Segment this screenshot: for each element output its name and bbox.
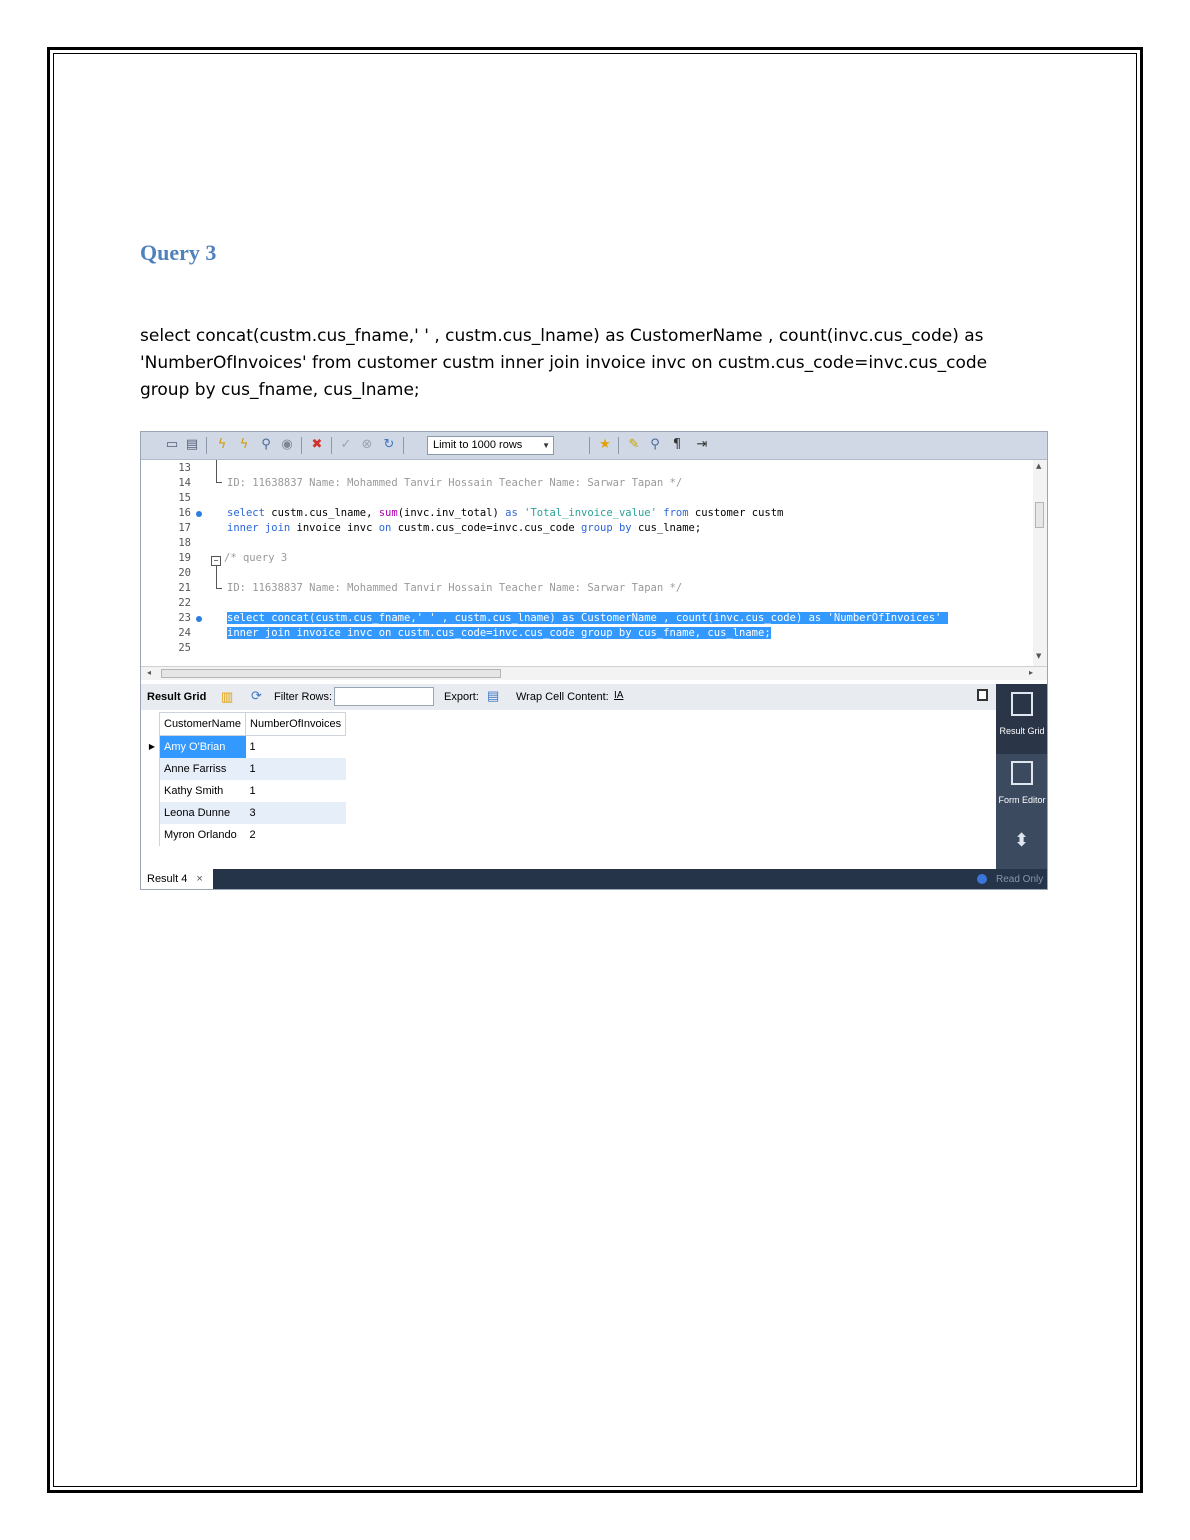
fold-guide bbox=[216, 482, 222, 483]
line-number: 13 bbox=[178, 462, 191, 474]
word-wrap-icon[interactable]: ⇥ bbox=[696, 437, 708, 452]
error-toggle-icon[interactable]: ✖ bbox=[311, 437, 323, 452]
code-token: 'Total_invoice_value' bbox=[524, 507, 657, 519]
code-token: as bbox=[505, 507, 518, 519]
find-icon[interactable]: ⚲ bbox=[650, 437, 660, 452]
limit-rows-value: Limit to 1000 rows bbox=[433, 439, 523, 451]
rollback-icon[interactable]: ⊗ bbox=[361, 437, 373, 452]
scroll-thumb[interactable] bbox=[161, 669, 501, 678]
line-number: 25 bbox=[178, 642, 191, 654]
toolbar-separator bbox=[331, 437, 332, 454]
line-number: 20 bbox=[178, 567, 191, 579]
limit-rows-select[interactable] bbox=[427, 436, 554, 455]
fold-toggle-icon[interactable]: − bbox=[211, 556, 221, 566]
table-row[interactable] bbox=[145, 824, 346, 846]
wrap-cell-label: Wrap Cell Content: bbox=[516, 691, 609, 703]
commit-icon[interactable]: ✓ bbox=[340, 437, 352, 452]
selected-code: select concat(custm.cus_fname,' ' , custm.cus_lname) as CustomerName , count(invc.cus_code) as 'NumberOfInvoices' bbox=[227, 612, 948, 624]
line-number: 14 bbox=[178, 477, 191, 489]
code-token: cus_lname; bbox=[631, 522, 702, 534]
table-row[interactable] bbox=[145, 802, 346, 824]
code-token: group by bbox=[581, 522, 632, 534]
result-side-panel bbox=[996, 684, 1048, 890]
sql-editor[interactable] bbox=[141, 460, 1047, 666]
save-icon[interactable]: ▤ bbox=[185, 437, 199, 452]
line-number: 15 bbox=[178, 492, 191, 504]
line-number: 18 bbox=[178, 537, 191, 549]
beautify-icon[interactable]: ✎ bbox=[628, 437, 640, 452]
code-token: custm.cus_lname, bbox=[264, 507, 379, 519]
form-editor-side-label: Form Editor bbox=[998, 795, 1046, 805]
expand-collapse-icon[interactable]: ⬍ bbox=[1014, 830, 1030, 851]
filter-rows-label: Filter Rows: bbox=[274, 691, 333, 703]
scroll-up-icon[interactable]: ▲ bbox=[1036, 462, 1042, 470]
current-row-icon: ▶ bbox=[145, 736, 160, 759]
fold-guide bbox=[216, 460, 217, 482]
editor-horizontal-scrollbar[interactable] bbox=[141, 666, 1047, 680]
result-grid-icon bbox=[1011, 692, 1033, 716]
row-gutter bbox=[145, 780, 160, 802]
query-paragraph: select concat(custm.cus_fname,' ' , custm.cus_lname) as CustomerName , count(invc.cus_code) as 'NumberOfInvoices' from customer custm inner join invoice invc on custm.cus_code=invc.cus_code group by cus_fname, cus_lname; bbox=[140, 326, 988, 400]
fold-guide bbox=[216, 588, 222, 589]
code-token: sum bbox=[378, 507, 398, 519]
toolbar-separator bbox=[403, 437, 404, 454]
result-tab-label: Result 4 bbox=[147, 873, 188, 885]
result-grid-side-button[interactable] bbox=[996, 684, 1048, 754]
statement-marker-icon bbox=[196, 511, 202, 517]
table-cell[interactable]: Kathy Smith bbox=[164, 785, 224, 797]
line-number: 16 bbox=[178, 507, 191, 519]
table-cell[interactable]: Myron Orlando bbox=[164, 829, 237, 841]
code-token: invoice invc bbox=[290, 522, 379, 534]
line-number: 22 bbox=[178, 597, 191, 609]
wrap-cell-icon[interactable]: IA bbox=[614, 690, 624, 701]
code-token: on bbox=[378, 522, 392, 534]
code-line-24 bbox=[227, 627, 771, 639]
table-row[interactable] bbox=[145, 736, 346, 759]
row-gutter bbox=[145, 758, 160, 780]
scroll-down-icon[interactable]: ▼ bbox=[1036, 652, 1042, 660]
table-row[interactable] bbox=[145, 780, 346, 802]
result-grid-side-label: Result Grid bbox=[999, 726, 1045, 736]
line-number: 23 bbox=[178, 612, 191, 624]
editor-vertical-scrollbar[interactable] bbox=[1033, 460, 1047, 666]
page-heading: Query 3 bbox=[140, 240, 217, 265]
code-line-23 bbox=[227, 612, 948, 624]
result-grid-tab[interactable]: Result Grid bbox=[147, 691, 207, 703]
explain-icon[interactable]: ⚲ bbox=[261, 437, 271, 452]
table-cell[interactable]: Leona Dunne bbox=[160, 802, 246, 824]
read-only-status bbox=[996, 869, 1048, 890]
table-cell[interactable]: 1 bbox=[246, 758, 346, 780]
autocommit-icon[interactable]: ↻ bbox=[383, 437, 395, 452]
code-token: (invc.inv_total) bbox=[397, 507, 506, 519]
line-number: 17 bbox=[178, 522, 191, 534]
editor-toolbar bbox=[141, 432, 1047, 460]
workbench-screenshot bbox=[140, 431, 1048, 890]
table-cell[interactable]: Anne Farriss bbox=[160, 758, 246, 780]
row-gutter bbox=[145, 802, 160, 824]
code-line-16 bbox=[227, 507, 783, 519]
code-line-14: ID: 11638837 Name: Mohammed Tanvir Hossain Teacher Name: Sarwar Tapan */ bbox=[227, 477, 683, 489]
code-token: from bbox=[663, 507, 689, 519]
table-cell[interactable]: 3 bbox=[246, 802, 346, 824]
table-cell[interactable]: 1 bbox=[249, 785, 256, 797]
code-token: custm.cus_code=invc.cus_code bbox=[391, 522, 582, 534]
form-editor-icon bbox=[1011, 761, 1033, 785]
result-grid bbox=[145, 712, 346, 846]
execute-icon[interactable]: ϟ bbox=[217, 437, 227, 452]
code-token: inner join bbox=[227, 522, 291, 534]
line-number: 21 bbox=[178, 582, 191, 594]
code-line-21: ID: 11638837 Name: Mohammed Tanvir Hossain Teacher Name: Sarwar Tapan */ bbox=[227, 582, 683, 594]
row-gutter-header bbox=[145, 713, 160, 736]
line-number: 24 bbox=[178, 627, 191, 639]
scroll-right-icon[interactable]: ▸ bbox=[1028, 668, 1033, 677]
table-cell[interactable]: 2 bbox=[249, 829, 256, 841]
code-token: select bbox=[227, 507, 265, 519]
invisible-chars-icon[interactable]: ¶ bbox=[672, 437, 682, 452]
code-line-19: /* query 3 bbox=[224, 552, 288, 564]
code-line-17 bbox=[227, 522, 701, 534]
info-icon bbox=[977, 874, 987, 884]
grid-columns-icon[interactable]: ▥ bbox=[221, 689, 234, 704]
close-icon[interactable]: × bbox=[196, 873, 203, 885]
scroll-left-icon[interactable]: ◂ bbox=[147, 668, 152, 677]
bookmark-icon[interactable]: ★ bbox=[599, 437, 611, 452]
refresh-icon[interactable]: ⟳ bbox=[251, 688, 262, 703]
result-toolbar bbox=[141, 684, 996, 710]
column-header[interactable]: NumberOfInvoices bbox=[246, 713, 346, 736]
result-tab[interactable] bbox=[141, 869, 213, 890]
filter-rows-input[interactable] bbox=[334, 687, 434, 706]
fold-guide bbox=[216, 566, 217, 588]
scroll-thumb[interactable] bbox=[1035, 502, 1044, 528]
toolbar-separator bbox=[589, 437, 590, 454]
result-tabs-bar bbox=[141, 869, 996, 890]
export-icon[interactable]: ▤ bbox=[487, 688, 500, 703]
table-cell[interactable]: Amy O'Brian bbox=[160, 736, 246, 759]
code-token: customer custm bbox=[688, 507, 784, 519]
chevron-down-icon: ▼ bbox=[542, 441, 550, 450]
table-row[interactable] bbox=[145, 758, 346, 780]
selected-code: inner join invoice invc on custm.cus_code=invc.cus_code group by cus_fname, cus_lname; bbox=[227, 627, 771, 639]
toolbar-separator bbox=[618, 437, 619, 454]
export-label: Export: bbox=[444, 691, 479, 703]
toolbar-separator bbox=[206, 437, 207, 454]
toolbar-separator bbox=[301, 437, 302, 454]
column-header[interactable]: CustomerName bbox=[160, 713, 246, 736]
open-folder-icon[interactable]: ▭ bbox=[165, 437, 179, 452]
statement-marker-icon bbox=[196, 616, 202, 622]
read-only-label: Read Only bbox=[996, 874, 1044, 885]
toggle-panel-icon[interactable] bbox=[977, 689, 988, 701]
row-gutter bbox=[145, 824, 160, 846]
execute-current-icon[interactable]: ϟ bbox=[239, 437, 249, 452]
line-number: 19 bbox=[178, 552, 191, 564]
stop-icon[interactable]: ◉ bbox=[281, 437, 293, 452]
table-cell[interactable]: 1 bbox=[249, 741, 256, 753]
